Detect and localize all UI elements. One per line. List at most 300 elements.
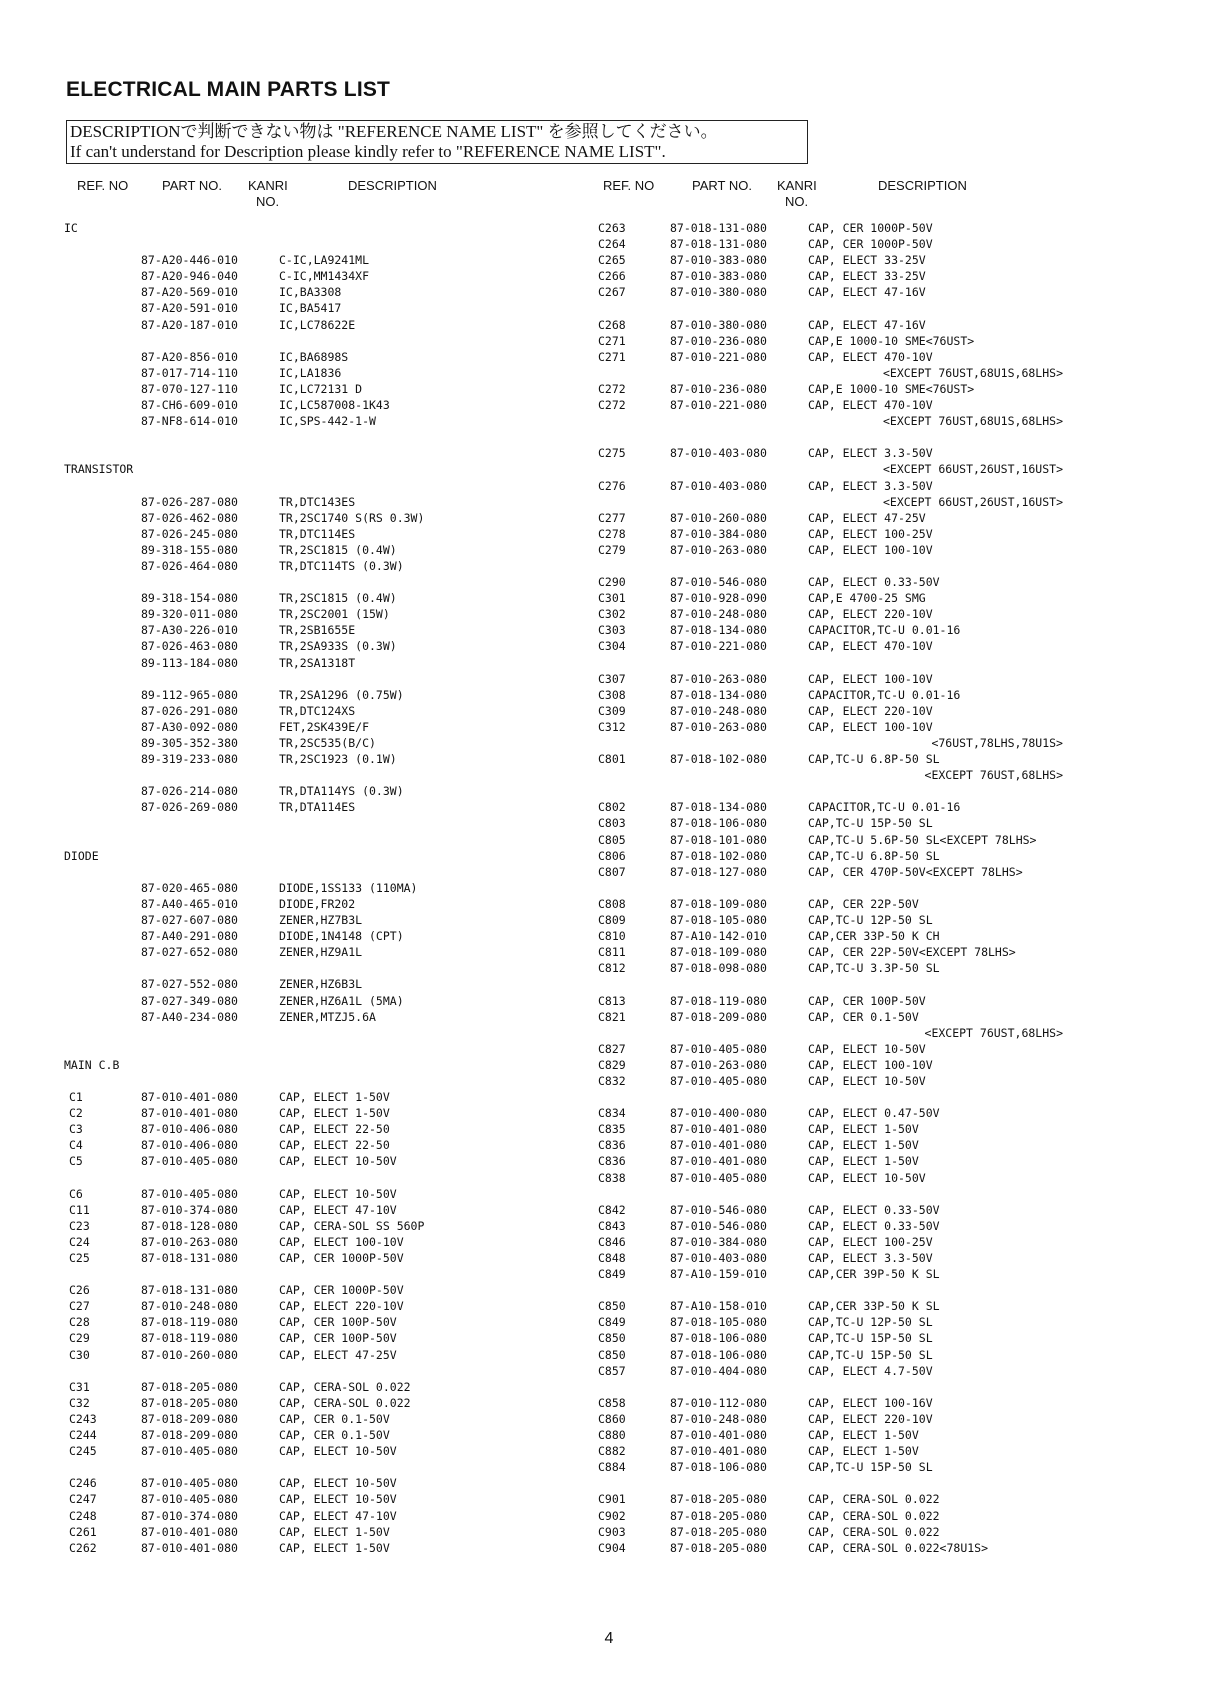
description: CAP, CERA-SOL 0.022 [808,1508,940,1523]
right-parts-column [0,220,1218,1556]
part-no: 87-018-109-080 [670,896,767,911]
part-no: 87-A20-591-010 [141,301,238,316]
description: CAP, ELECT 1-50V [808,1444,919,1459]
ref-no: C302 [598,607,626,622]
part-row [0,912,1218,928]
ref-no: C246 [69,1476,97,1491]
part-row [0,1266,1218,1282]
ref-no: C843 [598,1218,626,1233]
part-row [0,1137,1218,1153]
part-no: 87-010-263-080 [670,1057,767,1072]
description: FET,2SK439E/F [279,719,370,734]
ref-no: C809 [598,913,626,928]
part-no: 87-018-128-080 [141,1218,238,1233]
part-row [0,832,1218,848]
part-no: 87-027-349-080 [141,993,238,1008]
part-row [0,1347,1218,1363]
section-heading: DIODE [64,848,99,863]
part-no: 87-010-248-080 [141,1299,238,1314]
part-row [0,1041,1218,1057]
part-no: 87-010-405-080 [141,1444,238,1459]
ref-no: C812 [598,961,626,976]
part-row [0,719,1218,735]
part-no: 87-010-248-080 [670,1411,767,1426]
ref-no: C268 [598,317,626,332]
description: CAP, ELECT 47-16V [808,317,926,332]
part-no: 87-010-405-080 [141,1154,238,1169]
description: CAP,TC-U 12P-50 SL [808,1315,933,1330]
part-no: 87-010-248-080 [670,607,767,622]
description: CAP, ELECT 10-50V [808,1041,926,1056]
description: CAP,CER 33P-50 K CH [808,929,940,944]
ref-no: C31 [69,1379,90,1394]
description-note: <76UST,78LHS,78U1S> [931,736,1063,750]
part-no: 87-A30-226-010 [141,623,238,638]
ref-no: C247 [69,1492,97,1507]
part-no: 87-018-131-080 [141,1251,238,1265]
ref-no: C25 [69,1251,90,1265]
part-no: 87-A20-856-010 [141,349,238,364]
ref-no: C832 [598,1073,626,1088]
note-row [0,735,1218,751]
description: CAP, ELECT 10-50V [279,1492,397,1507]
part-row [0,703,1218,719]
ref-no: C858 [598,1395,626,1410]
ref-no: C806 [598,848,626,863]
ref-no: C808 [598,896,626,911]
blank-row [0,783,1218,799]
description: CAP, ELECT 1-50V [808,1154,919,1169]
part-no: 87-017-714-110 [141,365,238,380]
part-no: 87-010-400-080 [670,1106,767,1121]
part-row [0,510,1218,526]
description: CAP,CER 39P-50 K SL [808,1267,940,1282]
part-no: 87-010-401-080 [141,1524,238,1539]
description: CAP, ELECT 100-10V [808,542,933,557]
part-no: 87-018-127-080 [670,864,767,879]
part-no: 87-A40-291-080 [141,929,238,944]
description: CAP, ELECT 1-50V [808,1122,919,1137]
part-row [0,574,1218,590]
ref-no: C248 [69,1508,97,1523]
ref-no: C803 [598,816,626,831]
ref-no: C1 [69,1090,83,1105]
ref-no: C244 [69,1428,97,1443]
description: ZENER,MTZJ5.6A [279,1009,376,1024]
part-row [0,993,1218,1009]
notice-line-japanese: DESCRIPTIONで判断できない物は "REFERENCE NAME LIST" を参照してください。 [70,122,718,141]
part-no: 87-CH6-609-010 [141,398,238,413]
ref-no: C278 [598,526,626,541]
part-row [0,638,1218,654]
part-no: 87-018-209-080 [670,1009,767,1024]
part-row [0,848,1218,864]
description: CAP, ELECT 1-50V [808,1428,919,1443]
part-row [0,687,1218,703]
ref-no: C28 [69,1315,90,1330]
part-no: 87-A20-946-040 [141,269,238,284]
ref-no: C32 [69,1395,90,1410]
description: IC,SPS-442-1-W [279,414,376,429]
part-no: 87-018-134-080 [670,623,767,638]
part-no: 87-010-221-080 [670,398,767,413]
part-no: 87-010-221-080 [670,639,767,654]
description: CAP, ELECT 47-10V [279,1508,397,1523]
part-no: 87-010-384-080 [670,526,767,541]
note-row [0,461,1218,477]
part-no: 87-010-404-080 [670,1363,767,1378]
description: CAP, ELECT 47-25V [279,1347,397,1362]
description: CAP, ELECT 470-10V [808,398,933,413]
ref-no: C882 [598,1444,626,1459]
part-no: 87-A20-446-010 [141,253,238,268]
part-no: 89-113-184-080 [141,655,238,670]
description: IC,LA1836 [279,365,342,380]
description: CAP, CER 1000P-50V [279,1251,404,1265]
part-no: 87-018-102-080 [670,848,767,863]
part-no: 87-010-401-080 [670,1154,767,1169]
description-note: <EXCEPT 66UST,26UST,16UST> [882,494,1063,509]
description: CAP, ELECT 0.33-50V [808,1218,940,1233]
ref-no: C903 [598,1524,626,1539]
ref-no: C243 [69,1411,97,1426]
part-row [0,333,1218,349]
part-row [0,1121,1218,1137]
part-no: 87-018-105-080 [670,1315,767,1330]
notice-box [66,120,808,164]
blank-row [0,655,1218,671]
ref-no: C884 [598,1460,626,1475]
ref-no: C850 [598,1331,626,1346]
ref-no: C802 [598,800,626,815]
ref-no: C850 [598,1347,626,1362]
description: CAP, CER 0.1-50V [279,1428,390,1443]
part-row [0,1411,1218,1427]
description: IC,BA3308 [279,285,342,300]
part-row [0,944,1218,960]
part-no: 89-318-155-080 [141,542,238,557]
description: TR,2SB1655E [279,623,356,638]
description: TR,2SC1740 S(RS 0.3W) [279,510,425,525]
part-row [0,1250,1218,1266]
part-no: 87-010-263-080 [670,542,767,557]
ref-no: C842 [598,1202,626,1217]
note-row [0,365,1218,381]
part-no: 87-018-205-080 [670,1540,767,1555]
part-no: 87-010-401-080 [141,1090,238,1105]
description: CAP,E 1000-10 SME<76UST> [808,381,975,396]
description: DIODE,1SS133 (110MA) [279,880,418,895]
part-no: 87-A20-569-010 [141,285,238,300]
description: CAPACITOR,TC-U 0.01-16 [808,623,961,638]
part-no: 87-010-374-080 [141,1202,238,1217]
description: CAP,CER 33P-50 K SL [808,1299,940,1314]
part-row [0,284,1218,300]
ref-no: C848 [598,1251,626,1265]
part-no: 87-010-401-080 [141,1106,238,1121]
ref-no: C801 [598,752,626,767]
part-row [0,349,1218,365]
ref-no: C860 [598,1411,626,1426]
part-no: 87-010-401-080 [670,1138,767,1153]
description: CAP, ELECT 3.3-50V [808,446,933,461]
part-row [0,622,1218,638]
ref-no: C272 [598,381,626,396]
description: IC,LC587008-1K43 [279,398,390,413]
part-row [0,1524,1218,1540]
description: CAP, CER 100P-50V [279,1315,397,1330]
header-kanri-no: NO. [785,194,809,209]
header-ref-no: REF. NO [77,178,129,193]
part-row [0,268,1218,284]
description: CAP, ELECT 1-50V [279,1106,390,1121]
part-row [0,1363,1218,1379]
header-ref-no: REF. NO [603,178,655,193]
description: CAP, ELECT 100-16V [808,1395,933,1410]
part-no: 87-010-260-080 [670,510,767,525]
blank-row [0,1379,1218,1395]
part-no: 87-018-131-080 [670,221,767,235]
description: CAP, CER 22P-50V [808,896,919,911]
part-no: 87-018-098-080 [670,961,767,976]
part-row [0,1009,1218,1025]
page-title: ELECTRICAL MAIN PARTS LIST [66,78,391,101]
description: ZENER,HZ9A1L [279,945,363,960]
ref-no: C849 [598,1267,626,1282]
part-no: 87-026-462-080 [141,510,238,525]
description: CAP, ELECT 3.3-50V [808,478,933,493]
part-no: 87-018-101-080 [670,832,767,847]
part-row [0,445,1218,461]
part-no: 87-018-205-080 [141,1379,238,1394]
part-row [0,1202,1218,1218]
description: CAP,TC-U 15P-50 SL [808,1347,933,1362]
ref-no: C24 [69,1234,90,1249]
description: CAP, CER 22P-50V<EXCEPT 78LHS> [808,945,1016,960]
notice-line-english: If can't understand for Description please kindly refer to "REFERENCE NAME LIST". [70,142,666,161]
description: TR,2SA933S (0.3W) [279,639,397,654]
part-no: 87-010-405-080 [141,1492,238,1507]
ref-no: C829 [598,1057,626,1072]
blank-row [0,976,1218,992]
description: TR,DTA114YS (0.3W) [279,784,404,799]
part-no: 87-018-205-080 [670,1492,767,1507]
ref-no: C807 [598,864,626,879]
part-no: 87-027-552-080 [141,977,238,992]
description: TR,2SA1296 (0.75W) [279,687,404,702]
part-no: 87-026-463-080 [141,639,238,654]
description-note: <EXCEPT 76UST,68LHS> [924,768,1063,783]
description: CAP, ELECT 0.33-50V [808,575,940,590]
description: CAP,TC-U 3.3P-50 SL [808,961,940,976]
description: TR,2SC2001 (15W) [279,607,390,622]
note-row [0,413,1218,429]
part-no: 87-A40-465-010 [141,896,238,911]
description: CAP, ELECT 10-50V [808,1073,926,1088]
part-no: 87-010-263-080 [141,1234,238,1249]
part-no: 87-010-263-080 [670,719,767,734]
header-part-no: PART NO. [162,178,222,193]
part-no: 89-112-965-080 [141,687,238,702]
ref-no: C279 [598,542,626,557]
ref-no: C836 [598,1154,626,1169]
part-no: 87-026-287-080 [141,494,238,509]
part-no: 87-018-119-080 [670,993,767,1008]
description: CAP, ELECT 47-25V [808,510,926,525]
ref-no: C267 [598,285,626,300]
ref-no: C307 [598,671,626,686]
part-no: 87-018-205-080 [670,1508,767,1523]
description: DIODE,1N4148 (CPT) [279,929,404,944]
part-no: 87-010-405-080 [670,1073,767,1088]
part-row [0,960,1218,976]
part-row [0,1218,1218,1234]
description: DIODE,FR202 [279,896,356,911]
ref-no: C902 [598,1508,626,1523]
part-row [0,864,1218,880]
part-no: 87-027-607-080 [141,913,238,928]
description: CAP, CERA-SOL 0.022 [279,1395,411,1410]
description: CAP,TC-U 12P-50 SL [808,913,933,928]
description: CAP,TC-U 15P-50 SL [808,1460,933,1475]
part-row [0,590,1218,606]
part-no: 87-010-236-080 [670,333,767,348]
description: CAP, ELECT 10-50V [279,1476,397,1491]
part-no: 87-010-248-080 [670,703,767,718]
ref-no: C821 [598,1009,626,1024]
page-number: 4 [604,1630,614,1647]
ref-no: C265 [598,253,626,268]
part-no: 87-070-127-110 [141,381,238,396]
description: TR,2SC535(B/C) [279,736,376,750]
description: CAP, ELECT 22-50 [279,1122,390,1137]
description: CAP,TC-U 15P-50 SL [808,816,933,831]
description: CAP, ELECT 10-50V [279,1186,397,1201]
ref-no: C901 [598,1492,626,1507]
description: ZENER,HZ6B3L [279,977,363,992]
part-no: 87-020-465-080 [141,880,238,895]
ref-no: C6 [69,1186,83,1201]
part-row [0,220,1218,236]
part-row [0,671,1218,687]
ref-no: C836 [598,1138,626,1153]
ref-no: C276 [598,478,626,493]
description: CAP, ELECT 3.3-50V [808,1251,933,1265]
part-no: 87-018-106-080 [670,1460,767,1475]
description: TR,2SC1815 (0.4W) [279,591,397,606]
description: CAPACITOR,TC-U 0.01-16 [808,687,961,702]
description: CAPACITOR,TC-U 0.01-16 [808,800,961,815]
description-note: <EXCEPT 66UST,26UST,16UST> [882,462,1063,477]
part-no: 87-010-403-080 [670,478,767,493]
description: CAP, ELECT 0.33-50V [808,1202,940,1217]
description: CAP, ELECT 100-10V [808,719,933,734]
description: CAP, CERA-SOL 0.022 [808,1492,940,1507]
description: CAP, CER 1000P-50V [808,237,933,252]
part-no: 87-A40-234-080 [141,1009,238,1024]
description: CAP, ELECT 0.47-50V [808,1106,940,1121]
ref-no: C262 [69,1540,97,1555]
ref-no: C4 [69,1138,83,1153]
part-row [0,1234,1218,1250]
ref-no: C11 [69,1202,90,1217]
description: CAP, ELECT 10-50V [808,1170,926,1185]
part-no: 87-010-401-080 [670,1428,767,1443]
part-no: 89-318-154-080 [141,591,238,606]
part-no: 87-010-406-080 [141,1138,238,1153]
part-no: 87-010-405-080 [141,1476,238,1491]
section-heading: MAIN C.B [64,1057,120,1072]
part-no: 87-018-119-080 [141,1331,238,1346]
part-no: 87-018-119-080 [141,1315,238,1330]
ref-no: C308 [598,687,626,702]
section-heading: IC [64,221,78,235]
description: C-IC,MM1434XF [279,269,370,284]
part-no: 89-305-352-380 [141,736,238,750]
blank-row [0,880,1218,896]
description: CAP, ELECT 33-25V [808,253,926,268]
blank-row [0,1089,1218,1105]
part-no: 87-010-928-090 [670,591,767,606]
part-no: 87-026-269-080 [141,800,238,815]
description: CAP, CER 0.1-50V [808,1009,919,1024]
description: CAP, CERA-SOL 0.022<78U1S> [808,1540,989,1555]
part-no: 87-A10-158-010 [670,1299,767,1314]
part-row [0,1459,1218,1475]
description: CAP, CER 1000P-50V [808,221,933,235]
description: CAP, CER 100P-50V [808,993,926,1008]
description: TR,DTC124XS [279,703,356,718]
ref-no: C26 [69,1283,90,1298]
ref-no: C850 [598,1299,626,1314]
description: CAP, ELECT 220-10V [808,607,933,622]
ref-no: C2 [69,1106,83,1121]
part-row [0,1330,1218,1346]
ref-no: C835 [598,1122,626,1137]
description: IC,BA6898S [279,349,349,364]
ref-no: C27 [69,1299,90,1314]
note-row [0,1025,1218,1041]
part-no: 87-018-134-080 [670,800,767,815]
part-no: 87-026-245-080 [141,526,238,541]
part-no: 87-010-221-080 [670,349,767,364]
part-row [0,252,1218,268]
ref-no: C811 [598,945,626,960]
part-row [0,317,1218,333]
part-no: 87-010-112-080 [670,1395,767,1410]
part-no: 87-010-405-080 [670,1170,767,1185]
part-no: 87-010-405-080 [141,1186,238,1201]
description: CAP, ELECT 10-50V [279,1444,397,1459]
part-no: 87-010-383-080 [670,253,767,268]
description: TR,DTC143ES [279,494,356,509]
part-no: 87-010-260-080 [141,1347,238,1362]
description: CAP, ELECT 4.7-50V [808,1363,933,1378]
description: CAP, ELECT 100-25V [808,526,933,541]
part-no: 87-018-131-080 [670,237,767,252]
description: TR,DTA114ES [279,800,356,815]
ref-no: C261 [69,1524,97,1539]
description: CAP, ELECT 470-10V [808,349,933,364]
part-no: 87-018-106-080 [670,1347,767,1362]
part-no: 87-018-205-080 [670,1524,767,1539]
ref-no: C813 [598,993,626,1008]
ref-no: C275 [598,446,626,461]
ref-no: C271 [598,349,626,364]
part-no: 87-018-131-080 [141,1283,238,1298]
ref-no: C309 [598,703,626,718]
ref-no: C304 [598,639,626,654]
